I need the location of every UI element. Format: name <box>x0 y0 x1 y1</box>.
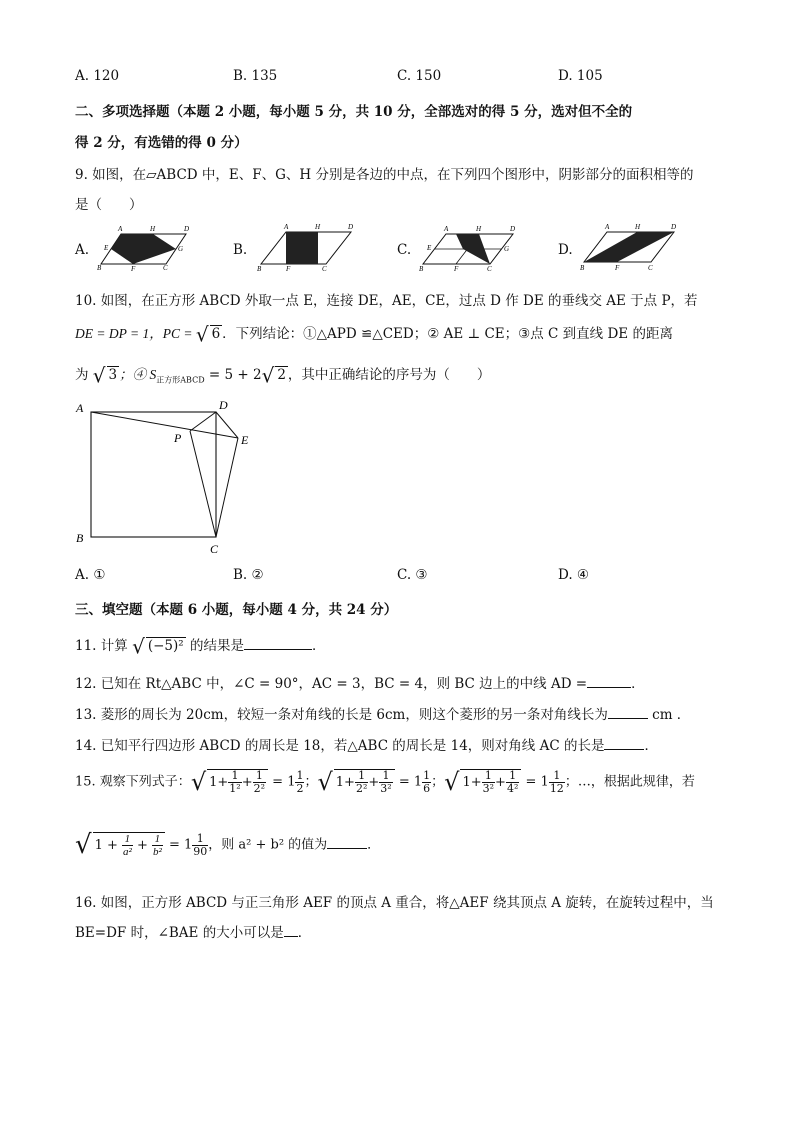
q9-option-c-label: C. <box>397 242 412 258</box>
q10-square-figure <box>70 396 270 561</box>
q15-expr1: 1+ $\frac{1}{\text{1²}}$ + $\frac{1}{\text{2²}}$ <box>207 769 268 795</box>
svg-text:B: B <box>580 264 585 272</box>
svg-text:A: A <box>605 223 610 231</box>
q10-label-d: D <box>219 398 228 412</box>
q8-option-b: B. 135 <box>233 68 278 84</box>
q10-label-a: A <box>76 401 84 415</box>
q8-option-c: C. 150 <box>397 68 442 84</box>
svg-text:H: H <box>635 223 641 231</box>
q9-option-b-label: B. <box>233 242 248 258</box>
section2-heading-line1: 二、多项选择题（本题 2 小题，每小题 5 分，共 10 分，全部选对的得 5 分，选对但不全的 <box>75 104 633 120</box>
q13-answer-blank[interactable] <box>608 706 648 719</box>
q10-stem-line3: 为 √ 3 ；④ $S_{正方形ABCD} = 5 + 2√$ 2 ，其中正确结论的序号为（ ） <box>75 363 491 388</box>
section3-heading: 三、填空题（本题 6 小题，每小题 4 分，共 24 分） <box>75 602 398 618</box>
q8-option-d: D. 105 <box>558 68 603 84</box>
q10-label-b: B <box>76 531 84 545</box>
q10-stem-line2: DE = DP = 1，PC = √ 6 ．下列结论：①△APD ≌△CED；② AE ⊥ CE；③点 C 到直线 DE 的距离 <box>75 322 673 347</box>
svg-text:C: C <box>648 264 653 272</box>
q13: 13. 菱形的周长为 20cm，较短一条对角线的长是 6cm，则这个菱形的另一条对角线长为 cm ． <box>75 707 691 723</box>
q10-label-c: C <box>210 542 219 556</box>
q8-option-a: A. 120 <box>75 68 120 84</box>
q14: 14. 已知平行四边形 ABCD 的周长是 18，若△ABC 的周长是 14，则对角线 AC 的长是 ． <box>75 738 658 754</box>
svg-text:G: G <box>178 245 184 253</box>
q9-stem-line1: 9. 如图，在▱ABCD 中，E、F、G、H 分别是各边的中点，在下列四个图形中，阴影部分的面积相等的 <box>75 167 694 183</box>
svg-text:F: F <box>286 265 291 272</box>
q9-figure-b <box>256 222 356 272</box>
q15-answer-blank[interactable] <box>327 836 367 849</box>
svg-text:A: A <box>444 225 449 233</box>
q10-option-d: D. ④ <box>558 567 590 583</box>
q15-line1: 15. 观察下列式子：√ 1+ $\frac{1}{\text{1²}}$ + $\frac{1}{\text{2²}}$ = 1 $\frac{1}{2}$ ；√ 1+ $\frac{1}{\text{2²}}$ + $\frac{1}{\text{3²}}$ = 1 $\frac{1}{6}$ ；√ 1+ $\frac{1}{\text{3²}}$ + $\frac{1}{\text{4²}}$ = 1 $\frac{1}{12}$ ；…，根据此规律，若 <box>75 768 695 796</box>
svg-text:B: B <box>97 264 102 272</box>
q16-line1: 16. 如图，正方形 ABCD 与正三角形 AEF 的顶点 A 重合，将△AEF 绕其顶点 A 旋转，在旋转过程中，当 <box>75 895 714 911</box>
svg-text:D: D <box>348 223 354 231</box>
svg-text:B: B <box>419 265 424 272</box>
q16-answer-blank[interactable] <box>284 924 298 937</box>
svg-text:E: E <box>427 244 432 252</box>
svg-text:C: C <box>487 265 492 272</box>
q9-figure-d <box>579 222 679 272</box>
q15-expr3: 1+ $\frac{1}{\text{3²}}$ + $\frac{1}{\text{4²}}$ <box>460 769 521 795</box>
q10-label-p: P <box>174 431 182 445</box>
svg-text:H: H <box>476 225 482 233</box>
svg-text:H: H <box>315 223 321 231</box>
q14-answer-blank[interactable] <box>604 737 644 750</box>
svg-text:C: C <box>322 265 327 272</box>
q12-answer-blank[interactable] <box>587 675 631 688</box>
q10-label-e: E <box>241 433 249 447</box>
svg-text:D: D <box>510 225 516 233</box>
q10-option-a: A. ① <box>75 567 106 583</box>
q15-expr2: 1+ $\frac{1}{\text{2²}}$ + $\frac{1}{\text{3²}}$ <box>334 769 395 795</box>
q9-stem-line2: 是（ ） <box>75 197 143 213</box>
svg-text:A: A <box>284 223 289 231</box>
q11: 11. 计算 √ (−5)² 的结果是 ． <box>75 634 326 659</box>
q11-answer-blank[interactable] <box>244 637 312 650</box>
q12: 12. 已知在 Rt△ABC 中，∠C = 90°，AC = 3，BC = 4，则 BC 边上的中线 AD = ． <box>75 676 645 692</box>
q9-option-a-label: A. <box>75 242 90 258</box>
svg-text:D: D <box>184 225 190 233</box>
q15-given-expr: 1 + $\frac{1}{\text{a²}}$ + $\frac{1}{\text{b²}}$ <box>93 832 165 858</box>
svg-text:D: D <box>671 223 677 231</box>
svg-text:F: F <box>615 264 620 272</box>
svg-text:B: B <box>257 265 262 272</box>
svg-text:E: E <box>104 244 109 252</box>
svg-text:G: G <box>504 245 510 253</box>
q9-figure-c <box>418 222 518 272</box>
q10-option-c: C. ③ <box>397 567 428 583</box>
q15-line2: √ 1 + $\frac{1}{\text{a²}}$ + $\frac{1}{\text{b²}}$ = 1 $\frac{1}{90}$ ，则 a² + b² 的值为 ． <box>75 830 381 860</box>
svg-text:H: H <box>150 225 156 233</box>
q9-option-d-label: D. <box>558 242 573 258</box>
q9-figure-a <box>96 222 191 272</box>
q10-stem-line1: 10. 如图，在正方形 ABCD 外取一点 E，连接 DE，AE，CE，过点 D 作 DE 的垂线交 AE 于点 P，若 <box>75 293 698 309</box>
svg-text:C: C <box>163 264 168 272</box>
svg-text:A: A <box>118 225 123 233</box>
q10-sqrt6: 6 <box>211 326 221 342</box>
section2-heading-line2: 得 2 分，有选错的得 0 分） <box>75 135 248 151</box>
q16-line2: BE=DF 时，∠BAE 的大小可以是 ． <box>75 925 312 941</box>
q10-option-b: B. ② <box>233 567 264 583</box>
svg-text:F: F <box>454 265 459 272</box>
svg-text:F: F <box>131 265 136 272</box>
